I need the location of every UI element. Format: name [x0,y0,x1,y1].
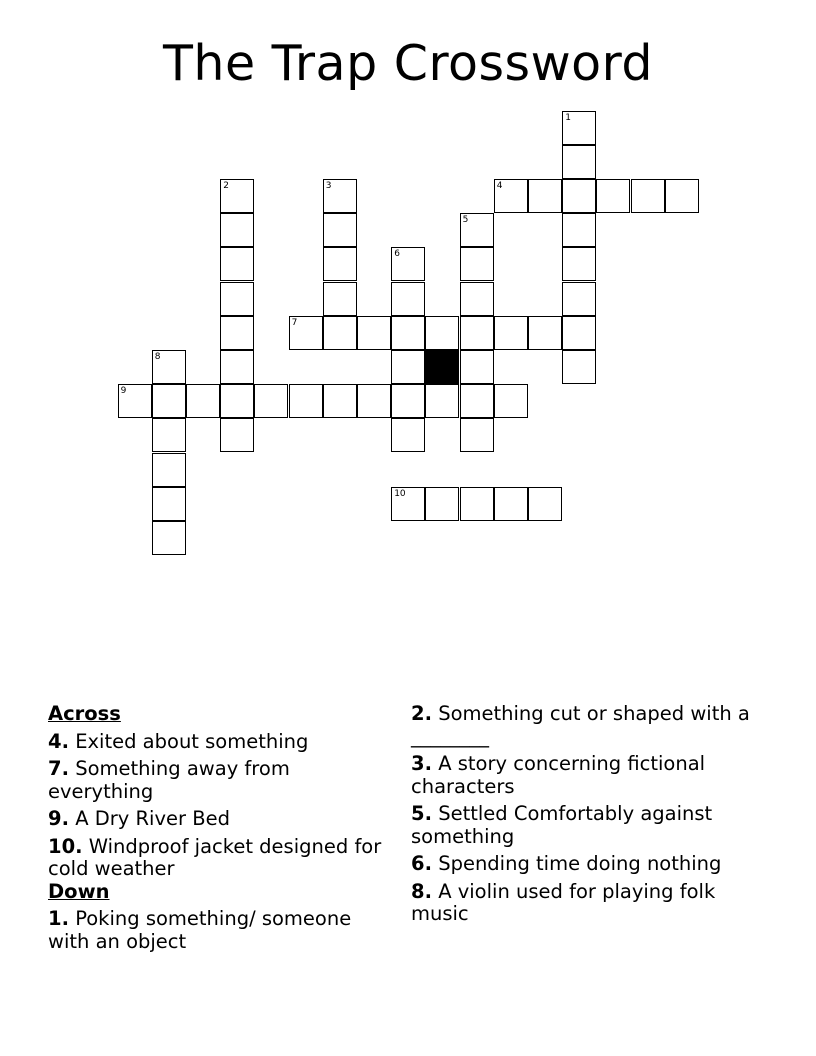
clue-number: 10. [48,834,83,858]
black-cell [425,350,459,384]
grid-cell[interactable] [118,384,152,418]
clue-text: Exited about something [75,729,309,753]
grid-cell[interactable] [562,111,596,145]
grid-cell[interactable] [425,384,459,418]
clue-down-6 [411,853,751,876]
grid-cell[interactable] [220,247,254,281]
clue-across-10 [48,836,388,881]
clue-number-label: 10 [394,488,406,499]
clue-number: 4. [48,729,69,753]
grid-cell[interactable] [323,316,357,350]
grid-cell[interactable] [289,316,323,350]
grid-cell[interactable] [220,350,254,384]
page-title: The Trap Crossword [162,35,654,92]
clue-number-label: 9 [120,386,127,397]
grid-cell[interactable] [323,282,357,316]
clue-number-label: 3 [325,181,332,191]
clue-down-5 [411,803,751,848]
grid-cell[interactable] [460,213,494,247]
clue-number-label: 5 [462,215,469,226]
grid-cell[interactable] [323,213,357,247]
grid-cell[interactable] [220,179,254,213]
clue-number: 7. [48,757,69,780]
clue-text: Something away from everything [48,757,290,803]
clue-number: 3. [411,752,432,775]
grid-cell[interactable] [391,350,425,384]
grid-cell[interactable] [152,384,186,418]
clue-number-label: 2 [223,181,229,191]
clue-number-label: 7 [291,317,298,328]
grid-cell[interactable] [391,384,425,418]
clue-text: Poking something/ someone with an object [48,907,352,953]
grid-cell[interactable] [460,418,494,452]
grid-cell[interactable] [494,316,528,350]
grid-cell[interactable] [562,350,596,384]
clue-number: 6. [411,852,432,875]
grid-cell[interactable] [528,179,562,213]
grid-cell[interactable] [152,453,186,487]
grid-cell[interactable] [152,487,186,521]
clue-across-7 [48,758,388,803]
grid-cell[interactable] [391,247,425,281]
clue-number-label: 1 [565,112,571,123]
clue-number-label: 6 [394,249,400,260]
grid-cell[interactable] [562,179,596,213]
grid-cell[interactable] [357,384,391,418]
across-heading: Across [48,702,121,725]
clue-text: A violin used for playing folk music [411,879,716,925]
clue-text: Settled Comfortably against something [411,802,713,848]
grid-cell[interactable] [220,316,254,350]
grid-cell[interactable] [460,247,494,281]
clue-across-9 [48,808,388,831]
grid-cell[interactable] [562,145,596,179]
grid-cell[interactable] [323,384,357,418]
clue-down-8 [411,881,751,926]
grid-cell[interactable] [631,179,665,213]
clue-text: Windproof jacket designed for cold weather [48,834,382,880]
clue-number: 1. [48,907,69,930]
clue-across-4 [48,731,388,754]
grid-cell[interactable] [562,247,596,281]
grid-cell[interactable] [152,418,186,452]
grid-cell[interactable] [220,384,254,418]
grid-cell[interactable] [289,384,323,418]
grid-cell[interactable] [494,487,528,521]
grid-cell[interactable] [391,282,425,316]
grid-cell[interactable] [596,179,630,213]
grid-cell[interactable] [562,316,596,350]
grid-cell[interactable] [425,316,459,350]
grid-cell[interactable] [323,179,357,213]
grid-cell[interactable] [391,418,425,452]
grid-cell[interactable] [152,521,186,555]
grid-cell[interactable] [528,487,562,521]
clue-number: 8. [411,879,432,903]
clue-text: Something cut or shaped with a ________ [411,702,750,748]
grid-cell[interactable] [460,316,494,350]
clue-number-label: 8 [154,352,161,362]
grid-cell[interactable] [152,350,186,384]
grid-cell[interactable] [391,487,425,521]
grid-cell[interactable] [186,384,220,418]
grid-cell[interactable] [460,487,494,521]
clue-down-3 [411,753,751,798]
grid-cell[interactable] [562,282,596,316]
clue-text: Spending time doing nothing [438,852,722,875]
down-heading: Down [48,879,110,903]
grid-cell[interactable] [665,179,699,213]
grid-cell[interactable] [425,487,459,521]
grid-cell[interactable] [562,213,596,247]
grid-cell[interactable] [357,316,391,350]
grid-cell[interactable] [254,384,288,418]
clue-text: A Dry River Bed [75,807,230,830]
grid-cell[interactable] [494,384,528,418]
grid-cell[interactable] [391,316,425,350]
grid-cell[interactable] [494,179,528,213]
grid-cell[interactable] [460,282,494,316]
clue-number: 5. [411,802,432,825]
grid-cell[interactable] [460,384,494,418]
clue-number-label: 4 [496,181,503,191]
clue-number: 9. [48,807,69,830]
grid-cell[interactable] [220,418,254,452]
clue-down-1 [48,908,388,953]
clues-column-right [411,703,751,926]
grid-cell[interactable] [460,350,494,384]
grid-cell[interactable] [323,247,357,281]
clue-text: A story concerning fictional characters [411,752,706,798]
clue-down-2 [411,703,751,748]
clue-number: 2. [411,702,432,725]
grid-cell[interactable] [220,213,254,247]
grid-cell[interactable] [220,282,254,316]
clues-column-left [48,703,388,953]
grid-cell[interactable] [528,316,562,350]
